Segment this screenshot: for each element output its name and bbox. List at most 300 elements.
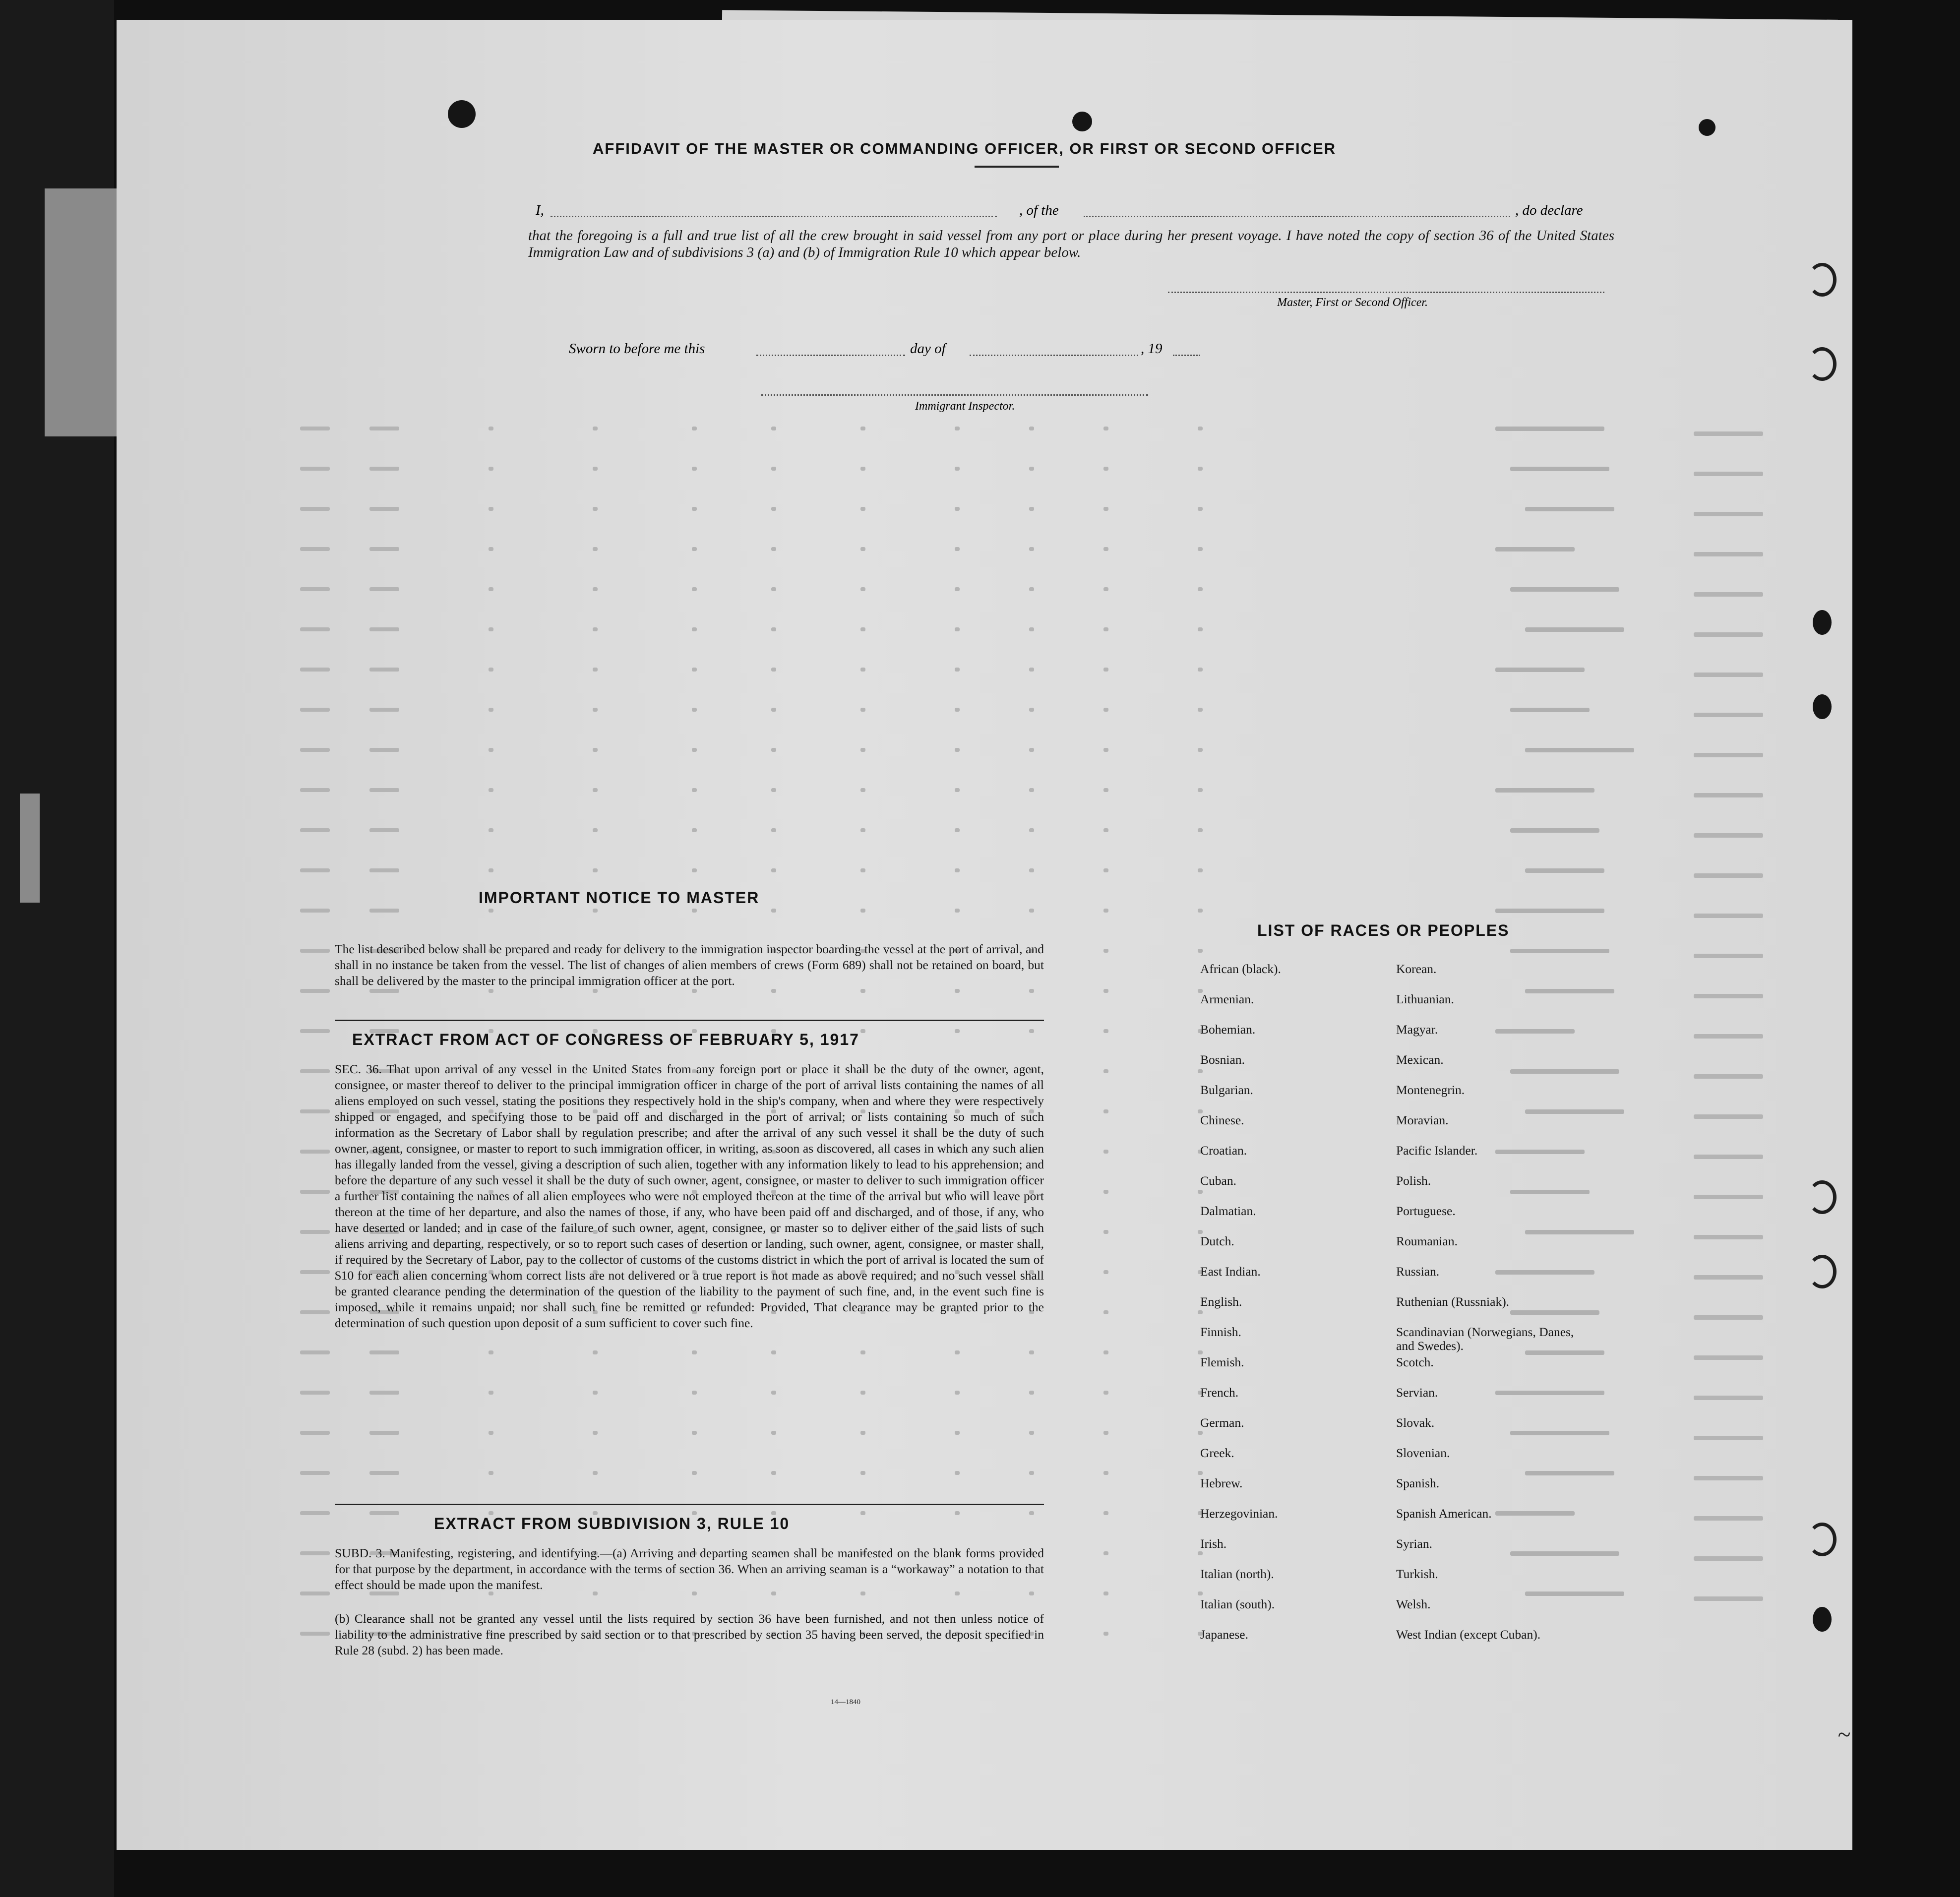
race-item: Portuguese. — [1396, 1204, 1456, 1218]
bleed-mark — [771, 547, 776, 551]
bleed-mark — [1103, 909, 1108, 913]
bleed-mark — [860, 828, 865, 832]
act-title: EXTRACT FROM ACT OF CONGRESS OF FEBRUARY 5, 1917 — [352, 1031, 859, 1048]
declarant-label: I, — [536, 202, 544, 218]
bleed-mark — [1103, 467, 1108, 471]
bleed-mark — [1198, 627, 1203, 631]
bleed-mark — [489, 708, 493, 712]
rule-title: EXTRACT FROM SUBDIVISION 3, RULE 10 — [434, 1515, 790, 1532]
bleed-mark — [692, 868, 697, 872]
bleed-mark — [1103, 788, 1108, 792]
bleed-mark — [593, 748, 598, 752]
race-item: Turkish. — [1396, 1567, 1438, 1581]
race-item: Roumanian. — [1396, 1234, 1458, 1248]
bleed-mark — [593, 668, 598, 672]
affidavit-body: that the foregoing is a full and true list of all the crew brought in said vessel from any port or place during her present voyage. I have noted the copy of section 36 of the United States Immigration Law and of subdivisions 3 (a) and (b) of Immigration Rule 10 which appear below. — [528, 228, 1614, 260]
bleed-mark — [955, 427, 960, 430]
bleed-mark — [1694, 1516, 1763, 1521]
bleed-mark — [1103, 708, 1108, 712]
bleed-mark — [593, 788, 598, 792]
bleed-mark — [1694, 592, 1763, 597]
race-item: African (black). — [1200, 962, 1281, 976]
race-item: Ruthenian (Russniak). — [1396, 1294, 1510, 1309]
bleed-mark — [1029, 788, 1034, 792]
bleed-mark — [300, 1471, 330, 1475]
race-item: Servian. — [1396, 1385, 1438, 1400]
bleed-mark — [1103, 427, 1108, 430]
bleed-mark — [1103, 1632, 1108, 1636]
bleed-mark — [692, 748, 697, 752]
race-item: Finnish. — [1200, 1325, 1241, 1339]
bleed-mark — [955, 708, 960, 712]
bleed-mark — [1103, 1471, 1108, 1475]
race-item: Syrian. — [1396, 1536, 1432, 1551]
bleed-mark — [489, 868, 493, 872]
officer-signature-field[interactable] — [1168, 292, 1604, 293]
race-item: French. — [1200, 1385, 1239, 1400]
vessel-name-field[interactable] — [1084, 216, 1510, 217]
bleed-mark — [1103, 828, 1108, 832]
bleed-mark — [1198, 788, 1203, 792]
bleed-mark — [1525, 1230, 1634, 1234]
declarant-name-field[interactable] — [551, 216, 997, 217]
bleed-mark — [369, 708, 399, 712]
bleed-mark — [1103, 1350, 1108, 1354]
bleed-mark — [1198, 507, 1203, 511]
sworn-day-field[interactable] — [756, 355, 905, 356]
section-rule — [335, 1504, 1044, 1505]
bleed-mark — [1103, 1190, 1108, 1194]
bleed-mark — [955, 1350, 960, 1354]
bleed-mark — [1103, 1230, 1108, 1234]
bleed-mark — [1694, 1476, 1763, 1480]
bleed-mark — [1694, 1396, 1763, 1400]
bleed-mark — [489, 1350, 493, 1354]
race-item: English. — [1200, 1294, 1242, 1309]
bleed-mark — [300, 1029, 330, 1033]
bleed-mark — [1103, 1511, 1108, 1515]
bleed-mark — [955, 1029, 960, 1033]
bleed-mark — [1103, 1069, 1108, 1073]
race-item: Chinese. — [1200, 1113, 1244, 1127]
bleed-mark — [369, 868, 399, 872]
punch-hole — [1813, 1607, 1832, 1632]
bleed-mark — [300, 467, 330, 471]
bleed-mark — [1103, 1150, 1108, 1154]
race-item: Bosnian. — [1200, 1052, 1245, 1067]
bleed-mark — [1103, 668, 1108, 672]
affidavit-title: AFFIDAVIT OF THE MASTER OR COMMANDING OFFICER, OR FIRST OR SECOND OFFICER — [593, 140, 1337, 157]
bleed-mark — [593, 868, 598, 872]
bleed-mark — [860, 788, 865, 792]
bleed-mark — [593, 507, 598, 511]
race-item: Bulgarian. — [1200, 1083, 1253, 1097]
bleed-mark — [1495, 547, 1575, 551]
bleed-mark — [369, 427, 399, 430]
bleed-mark — [1694, 1275, 1763, 1280]
bleed-mark — [489, 587, 493, 591]
race-item: Lithuanian. — [1396, 992, 1454, 1006]
bleed-mark — [1694, 1596, 1763, 1601]
bleed-mark — [489, 507, 493, 511]
bleed-mark — [1103, 868, 1108, 872]
bleed-mark — [1029, 1511, 1034, 1515]
bleed-mark — [692, 427, 697, 430]
bleed-mark — [860, 467, 865, 471]
title-rule — [975, 166, 1059, 168]
bleed-mark — [860, 1431, 865, 1435]
bleed-mark — [1029, 467, 1034, 471]
bleed-mark — [489, 467, 493, 471]
bleed-mark — [369, 909, 399, 913]
race-item: Korean. — [1396, 962, 1437, 976]
bleed-mark — [300, 909, 330, 913]
bleed-mark — [369, 989, 399, 993]
race-item: Greek. — [1200, 1446, 1234, 1460]
day-of-label: day of — [910, 341, 946, 357]
bleed-mark — [1103, 587, 1108, 591]
binder-ring — [1808, 1255, 1837, 1288]
bleed-mark — [1510, 587, 1619, 592]
inspector-label: Immigrant Inspector. — [915, 400, 1015, 413]
bleed-mark — [692, 708, 697, 712]
bleed-mark — [955, 668, 960, 672]
bleed-mark — [1198, 668, 1203, 672]
bleed-mark — [489, 668, 493, 672]
bleed-mark — [1103, 1551, 1108, 1555]
bleed-mark — [771, 1391, 776, 1395]
bleed-mark — [860, 547, 865, 551]
bleed-mark — [300, 1551, 330, 1555]
bleed-mark — [1510, 467, 1609, 471]
bleed-mark — [860, 507, 865, 511]
sworn-month-field[interactable] — [970, 355, 1138, 356]
bleed-mark — [369, 1431, 399, 1435]
bleed-mark — [771, 507, 776, 511]
bleed-mark — [369, 748, 399, 752]
bleed-mark — [1694, 833, 1763, 838]
bleed-mark — [1694, 994, 1763, 998]
race-item: Hebrew. — [1200, 1476, 1243, 1490]
race-item: Polish. — [1396, 1173, 1431, 1188]
bleed-mark — [1103, 1431, 1108, 1435]
race-item: Italian (south). — [1200, 1597, 1275, 1611]
bleed-mark — [1694, 632, 1763, 637]
race-item: Pacific Islander. — [1396, 1143, 1478, 1158]
race-item: Spanish. — [1396, 1476, 1440, 1490]
binder-ring — [1808, 263, 1837, 297]
race-item: Mexican. — [1396, 1052, 1444, 1067]
rule-body-a: SUBD. 3. Manifesting, registering, and identifying.—(a) Arriving and departing seamen shall be manifested on the blank forms provided for that purpose by the department, in accordance with the terms of section 36. When an arriving seaman is a “workaway” a notation to that effect should be made upon the manifest. — [335, 1546, 1044, 1592]
bleed-mark — [1198, 1069, 1203, 1073]
bleed-mark — [692, 989, 697, 993]
act-body: SEC. 36. That upon arrival of any vessel in the United States from any foreign port or place it shall be the duty of the owner, agent, consignee, or master thereof to deliver to the principal immigration officer in charge of the port of arrival lists containing the names of all aliens employed on such vessel, stating the positions they respectively hold in the ship's company, when and where they were respectively shipped or engaged, and specifying those to be paid off and discharged in the port of arrival; or lists containing so much of such information as the Secretary of Labor shall by regulation prescribe; and after the arrival of any such vessel it shall be the duty of such owner, agent, consignee, or master to report to such immigration officer, in writing, as soon as discovered, all cases in which any such alien has illegally landed from the vessel, giving a description of such alien, together with any information likely to lead to his apprehension; and before the departure of any such vessel it shall be the duty of such owner, agent, consignee, or master to deliver to such immigration officer a further list containing the names of all alien employees who were not employed thereon at the time of the arrival but who will leave port thereon at the time of her departure, and also the names of those, if any, who have been paid off and discharged, and of those, if any, who have deserted or landed; and in case of the failure of such owner, agent, consignee, or master so to deliver either of the said lists of such aliens arriving and departing, respectively, or so to report such cases of desertion or landing, such owner, agent, consignee, or master shall, if required by the Secretary of Labor, pay to the collector of customs of the customs district in which the port of arrival is located the sum of $10 for each alien concerning whom correct lists are not delivered or a true report is not made as above required; and no such vessel shall be granted clearance pending the determination of the question of the liability to the payment of such fine, and, in the event such fine is imposed, while it remains unpaid; nor shall such fine be remitted or refunded: Provided, That clearance may be granted prior to the determination of such question upon deposit of a sum sufficient to cover such fine. — [335, 1062, 1044, 1330]
bleed-mark — [955, 1471, 960, 1475]
bleed-mark — [771, 828, 776, 832]
punch-hole — [1072, 112, 1092, 131]
bleed-mark — [1103, 627, 1108, 631]
bleed-mark — [300, 1150, 330, 1154]
bleed-mark — [1510, 1190, 1590, 1194]
race-item: Dalmatian. — [1200, 1204, 1256, 1218]
bleed-mark — [369, 587, 399, 591]
year-label: , 19 — [1141, 341, 1163, 357]
bleed-mark — [369, 547, 399, 551]
bleed-mark — [300, 989, 330, 993]
bleed-mark — [692, 627, 697, 631]
bleed-mark — [1029, 748, 1034, 752]
bleed-mark — [593, 627, 598, 631]
race-item: Dutch. — [1200, 1234, 1234, 1248]
bleed-mark — [771, 788, 776, 792]
bleed-mark — [692, 467, 697, 471]
binder-ring — [1808, 1180, 1837, 1214]
bleed-mark — [955, 547, 960, 551]
bleed-mark — [860, 627, 865, 631]
race-item: Irish. — [1200, 1536, 1227, 1551]
bleed-mark — [300, 1350, 330, 1354]
bleed-mark — [692, 668, 697, 672]
bleed-mark — [369, 1471, 399, 1475]
bleed-mark — [692, 547, 697, 551]
inspector-signature-field[interactable] — [761, 394, 1148, 396]
bleed-mark — [1525, 507, 1614, 511]
bleed-mark — [860, 668, 865, 672]
bleed-mark — [369, 507, 399, 511]
bleed-mark — [771, 868, 776, 872]
bleed-mark — [860, 909, 865, 913]
race-item: Croatian. — [1200, 1143, 1247, 1158]
bleed-mark — [300, 949, 330, 953]
bleed-mark — [369, 627, 399, 631]
bleed-mark — [1029, 989, 1034, 993]
bleed-mark — [1103, 507, 1108, 511]
bleed-mark — [1495, 427, 1604, 431]
bleed-mark — [300, 427, 330, 430]
bleed-mark — [955, 627, 960, 631]
punch-hole — [1813, 694, 1832, 719]
bleed-mark — [771, 1350, 776, 1354]
bleed-mark — [300, 868, 330, 872]
bleed-mark — [1029, 1391, 1034, 1395]
bleed-mark — [593, 547, 598, 551]
bleed-mark — [489, 1471, 493, 1475]
bleed-mark — [1525, 627, 1624, 632]
bleed-mark — [955, 989, 960, 993]
bleed-mark — [489, 828, 493, 832]
bleed-mark — [860, 1471, 865, 1475]
bleed-mark — [1198, 1190, 1203, 1194]
bleed-mark — [300, 1310, 330, 1314]
bleed-mark — [955, 1391, 960, 1395]
bleed-mark — [1694, 1155, 1763, 1159]
bleed-mark — [860, 587, 865, 591]
bleed-mark — [771, 909, 776, 913]
bleed-mark — [860, 1350, 865, 1354]
bleed-mark — [300, 1591, 330, 1595]
bleed-mark — [300, 587, 330, 591]
bleed-mark — [771, 587, 776, 591]
bleed-mark — [1694, 512, 1763, 516]
bleed-mark — [369, 828, 399, 832]
bleed-mark — [489, 748, 493, 752]
bleed-mark — [1694, 1556, 1763, 1561]
bleed-mark — [1103, 1270, 1108, 1274]
bleed-mark — [593, 1431, 598, 1435]
bleed-mark — [489, 909, 493, 913]
bleed-mark — [1103, 1591, 1108, 1595]
bleed-mark — [1694, 873, 1763, 878]
bleed-mark — [1029, 868, 1034, 872]
race-item: Welsh. — [1396, 1597, 1431, 1611]
bleed-mark — [489, 989, 493, 993]
bleed-mark — [771, 668, 776, 672]
bleed-mark — [955, 748, 960, 752]
bleed-mark — [300, 708, 330, 712]
sworn-year-field[interactable] — [1173, 355, 1200, 356]
bleed-mark — [860, 708, 865, 712]
bleed-mark — [955, 507, 960, 511]
bleed-mark — [489, 427, 493, 430]
bleed-mark — [1198, 949, 1203, 953]
bleed-mark — [593, 909, 598, 913]
bleed-mark — [692, 788, 697, 792]
bleed-mark — [1694, 713, 1763, 717]
bleed-mark — [1694, 431, 1763, 436]
bleed-mark — [1103, 1109, 1108, 1113]
bleed-mark — [1694, 954, 1763, 958]
race-item: Slovenian. — [1396, 1446, 1450, 1460]
race-item: Italian (north). — [1200, 1567, 1274, 1581]
bleed-mark — [300, 788, 330, 792]
bleed-mark — [1029, 1029, 1034, 1033]
race-item: West Indian (except Cuban). — [1396, 1627, 1541, 1642]
bleed-mark — [860, 989, 865, 993]
bleed-mark — [593, 989, 598, 993]
bleed-mark — [369, 668, 399, 672]
bleed-mark — [1198, 828, 1203, 832]
bleed-mark — [300, 828, 330, 832]
race-item: Moravian. — [1396, 1113, 1449, 1127]
bleed-mark — [1198, 1551, 1203, 1555]
bleed-mark — [300, 507, 330, 511]
bleed-mark — [300, 627, 330, 631]
race-item: Armenian. — [1200, 992, 1254, 1006]
bleed-mark — [1198, 1230, 1203, 1234]
bleed-mark — [1694, 753, 1763, 757]
bleed-mark — [1525, 1471, 1614, 1475]
bleed-mark — [692, 1471, 697, 1475]
bleed-mark — [1029, 1471, 1034, 1475]
bleed-mark — [1694, 1355, 1763, 1360]
bleed-mark — [300, 748, 330, 752]
bleed-mark — [860, 868, 865, 872]
races-title: LIST OF RACES OR PEOPLES — [1257, 921, 1510, 939]
race-item: Scotch. — [1396, 1355, 1434, 1369]
punch-hole — [1699, 119, 1715, 136]
bleed-mark — [1510, 1431, 1609, 1435]
bleed-mark — [771, 627, 776, 631]
bleed-mark — [771, 467, 776, 471]
bleed-mark — [955, 868, 960, 872]
race-item: Flemish. — [1200, 1355, 1244, 1369]
bleed-mark — [860, 1391, 865, 1395]
bleed-mark — [1029, 909, 1034, 913]
bleed-mark — [300, 1109, 330, 1113]
bleed-mark — [771, 1471, 776, 1475]
bleed-mark — [1694, 1074, 1763, 1079]
bleed-mark — [300, 1632, 330, 1636]
bleed-mark — [300, 1391, 330, 1395]
bleed-mark — [1510, 1310, 1599, 1315]
bleed-mark — [1198, 1471, 1203, 1475]
bleed-mark — [1029, 547, 1034, 551]
bleed-mark — [1694, 472, 1763, 476]
bleed-mark — [1029, 668, 1034, 672]
bleed-mark — [860, 1511, 865, 1515]
race-item: Herzegovinian. — [1200, 1506, 1278, 1521]
bleed-mark — [1103, 949, 1108, 953]
bleed-mark — [1029, 587, 1034, 591]
bleed-mark — [692, 909, 697, 913]
bleed-mark — [1029, 1431, 1034, 1435]
race-item: Scandinavian (Norwegians, Danes, and Swedes). — [1396, 1325, 1574, 1353]
bleed-mark — [692, 1431, 697, 1435]
bleed-mark — [1694, 1114, 1763, 1119]
rule-body-b: (b) Clearance shall not be granted any vessel until the lists required by section 36 have been furnished, and not then unless notice of liability to the administrative fine prescribed by said section or to that prescribed by section 35 having been served, the deposit specified in Rule 28 (subd. 2) has been made. — [335, 1611, 1044, 1657]
race-item: Montenegrin. — [1396, 1083, 1465, 1097]
race-item: German. — [1200, 1415, 1244, 1430]
bleed-mark — [1694, 1195, 1763, 1199]
bleed-mark — [1029, 427, 1034, 430]
bleed-mark — [1694, 552, 1763, 556]
bleed-mark — [1198, 587, 1203, 591]
bleed-mark — [692, 828, 697, 832]
bleed-mark — [771, 989, 776, 993]
bleed-mark — [1510, 1069, 1619, 1074]
race-item: Spanish American. — [1396, 1506, 1492, 1521]
bleed-mark — [1198, 1310, 1203, 1314]
left-edge-strip — [0, 0, 114, 1897]
bleed-mark — [955, 587, 960, 591]
race-item: Slovak. — [1396, 1415, 1435, 1430]
bleed-mark — [955, 1511, 960, 1515]
bleed-mark — [1198, 748, 1203, 752]
bleed-mark — [489, 1391, 493, 1395]
notice-body: The list described below shall be prepared and ready for delivery to the immigration inspector boarding the vessel at the port of arrival, and shall in no instance be taken from the vessel. The list of changes of alien members of crews (Form 689) shall not be retained on board, but shall be delivered by the master to the principal immigration officer at the port. — [335, 942, 1044, 988]
bleed-mark — [1694, 1315, 1763, 1320]
bleed-mark — [593, 467, 598, 471]
bleed-mark — [300, 1230, 330, 1234]
bleed-mark — [1525, 868, 1604, 873]
race-item: Japanese. — [1200, 1627, 1248, 1642]
bleed-mark — [860, 1029, 865, 1033]
vessel-label: , of the — [1019, 202, 1059, 218]
bleed-mark — [1029, 708, 1034, 712]
bleed-mark — [489, 627, 493, 631]
bleed-mark — [593, 427, 598, 430]
bleed-mark — [692, 507, 697, 511]
race-item: East Indian. — [1200, 1264, 1261, 1279]
bleed-mark — [771, 427, 776, 430]
race-item: Bohemian. — [1200, 1022, 1256, 1037]
bleed-mark — [1495, 668, 1585, 672]
bleed-mark — [1198, 467, 1203, 471]
race-item: Cuban. — [1200, 1173, 1236, 1188]
bleed-mark — [1029, 828, 1034, 832]
bleed-mark — [1198, 1350, 1203, 1354]
bleed-mark — [1029, 507, 1034, 511]
